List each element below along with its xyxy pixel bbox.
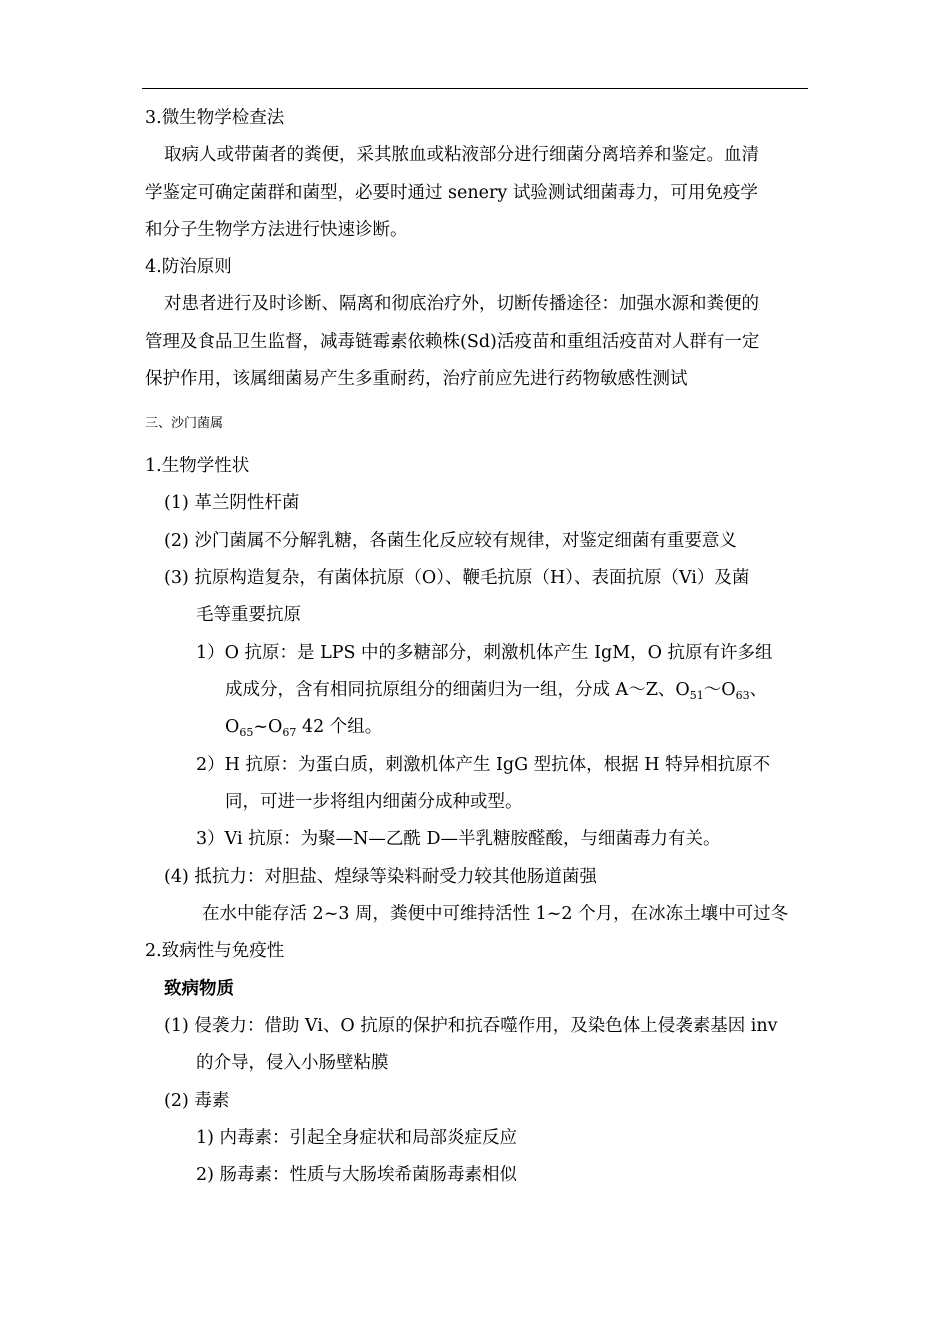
- o-antigen-line-2: [225, 678, 767, 702]
- section-3-para-line-3: 和分子生物学方法进行快速诊断。: [145, 220, 408, 240]
- invasiveness-line-1: (1) 侵袭力：借助 Vi、O 抗原的保护和抗吞噬作用，及染色体上侵袭素基因 inv: [164, 1016, 778, 1036]
- header-rule: [142, 88, 808, 89]
- h-antigen-line-1: 2）H 抗原：为蛋白质，刺激机体产生 IgG 型抗体，根据 H 特异相抗原不: [196, 755, 771, 775]
- biology-item-3-line-2: 毛等重要抗原: [196, 605, 301, 625]
- subscript: 51: [689, 689, 704, 702]
- biology-item-2: (2) 沙门菌属不分解乳糖，各菌生化反应较有规律，对鉴定细菌有重要意义: [164, 531, 737, 551]
- o-antigen-line-1: 1）O 抗原：是 LPS 中的多糖部分，刺激机体产生 IgM，O 抗原有许多组: [196, 643, 773, 663]
- o-antigen-line-3-a: O: [225, 717, 240, 737]
- subscript: 63: [735, 689, 750, 702]
- biology-item-4: (4) 抵抗力：对胆盐、煌绿等染料耐受力较其他肠道菌强: [164, 867, 597, 887]
- o-antigen-line-2-text: 成成分，含有相同抗原组分的细菌归为一组，分成 A～Z、O: [225, 680, 690, 700]
- biology-item-3-line-1: (3) 抗原构造复杂，有菌体抗原（O）、鞭毛抗原（H）、表面抗原（Vi）及菌: [164, 568, 750, 588]
- section-3-para-line-2: 学鉴定可确定菌群和菌型，必要时通过 senery 试验测试细菌毒力，可用免疫学: [145, 183, 758, 203]
- o-antigen-line-3: [225, 715, 382, 739]
- section-4-para-line-1: 对患者进行及时诊断、隔离和彻底治疗外，切断传播途径：加强水源和粪便的: [164, 294, 759, 314]
- endotoxin-line: 1) 内毒素：引起全身症状和局部炎症反应: [196, 1128, 518, 1148]
- section-4-heading: 4.防治原则: [145, 257, 232, 277]
- section-3-heading: 3.微生物学检查法: [145, 108, 285, 128]
- section-4-para-line-2: 管理及食品卫生监督，减毒链霉素依赖株(Sd)活疫苗和重组活疫苗对人群有一定: [145, 332, 760, 352]
- o-antigen-line-2-mid: ～O: [703, 680, 736, 700]
- subscript: 65: [239, 726, 254, 739]
- biology-item-1: (1) 革兰阴性杆菌: [164, 493, 300, 513]
- section-3-para-line-1: 取病人或带菌者的粪便，采其脓血或粘液部分进行细菌分离培养和鉴定。血清: [164, 145, 759, 165]
- pathogenicity-heading: 2.致病性与免疫性: [145, 941, 285, 961]
- virulence-factors-subheading: 致病物质: [164, 979, 234, 999]
- toxin-heading: (2) 毒素: [164, 1091, 230, 1111]
- section-4-para-line-3: 保护作用，该属细菌易产生多重耐药，治疗前应先进行药物敏感性测试: [145, 369, 688, 389]
- biology-item-4-note: 在水中能存活 2~3 周，粪便中可维持活性 1~2 个月，在冰冻土壤中可过冬: [202, 904, 789, 924]
- subscript: 67: [282, 726, 297, 739]
- enterotoxin-line: 2) 肠毒素：性质与大肠埃希菌肠毒素相似: [196, 1165, 518, 1185]
- biology-heading: 1.生物学性状: [145, 456, 250, 476]
- o-antigen-line-2-end: 、: [749, 680, 768, 700]
- h-antigen-line-2: 同，可进一步将组内细菌分成种或型。: [225, 792, 523, 812]
- o-antigen-line-3-b: ~O: [253, 717, 283, 737]
- part-3-heading: 三、沙门菌属: [145, 416, 224, 431]
- o-antigen-line-3-c: 42 个组。: [296, 717, 383, 737]
- vi-antigen-line: 3）Vi 抗原：为聚—N—乙酰 D—半乳糖胺醛酸，与细菌毒力有关。: [196, 829, 721, 849]
- invasiveness-line-2: 的介导，侵入小肠壁粘膜: [196, 1053, 389, 1073]
